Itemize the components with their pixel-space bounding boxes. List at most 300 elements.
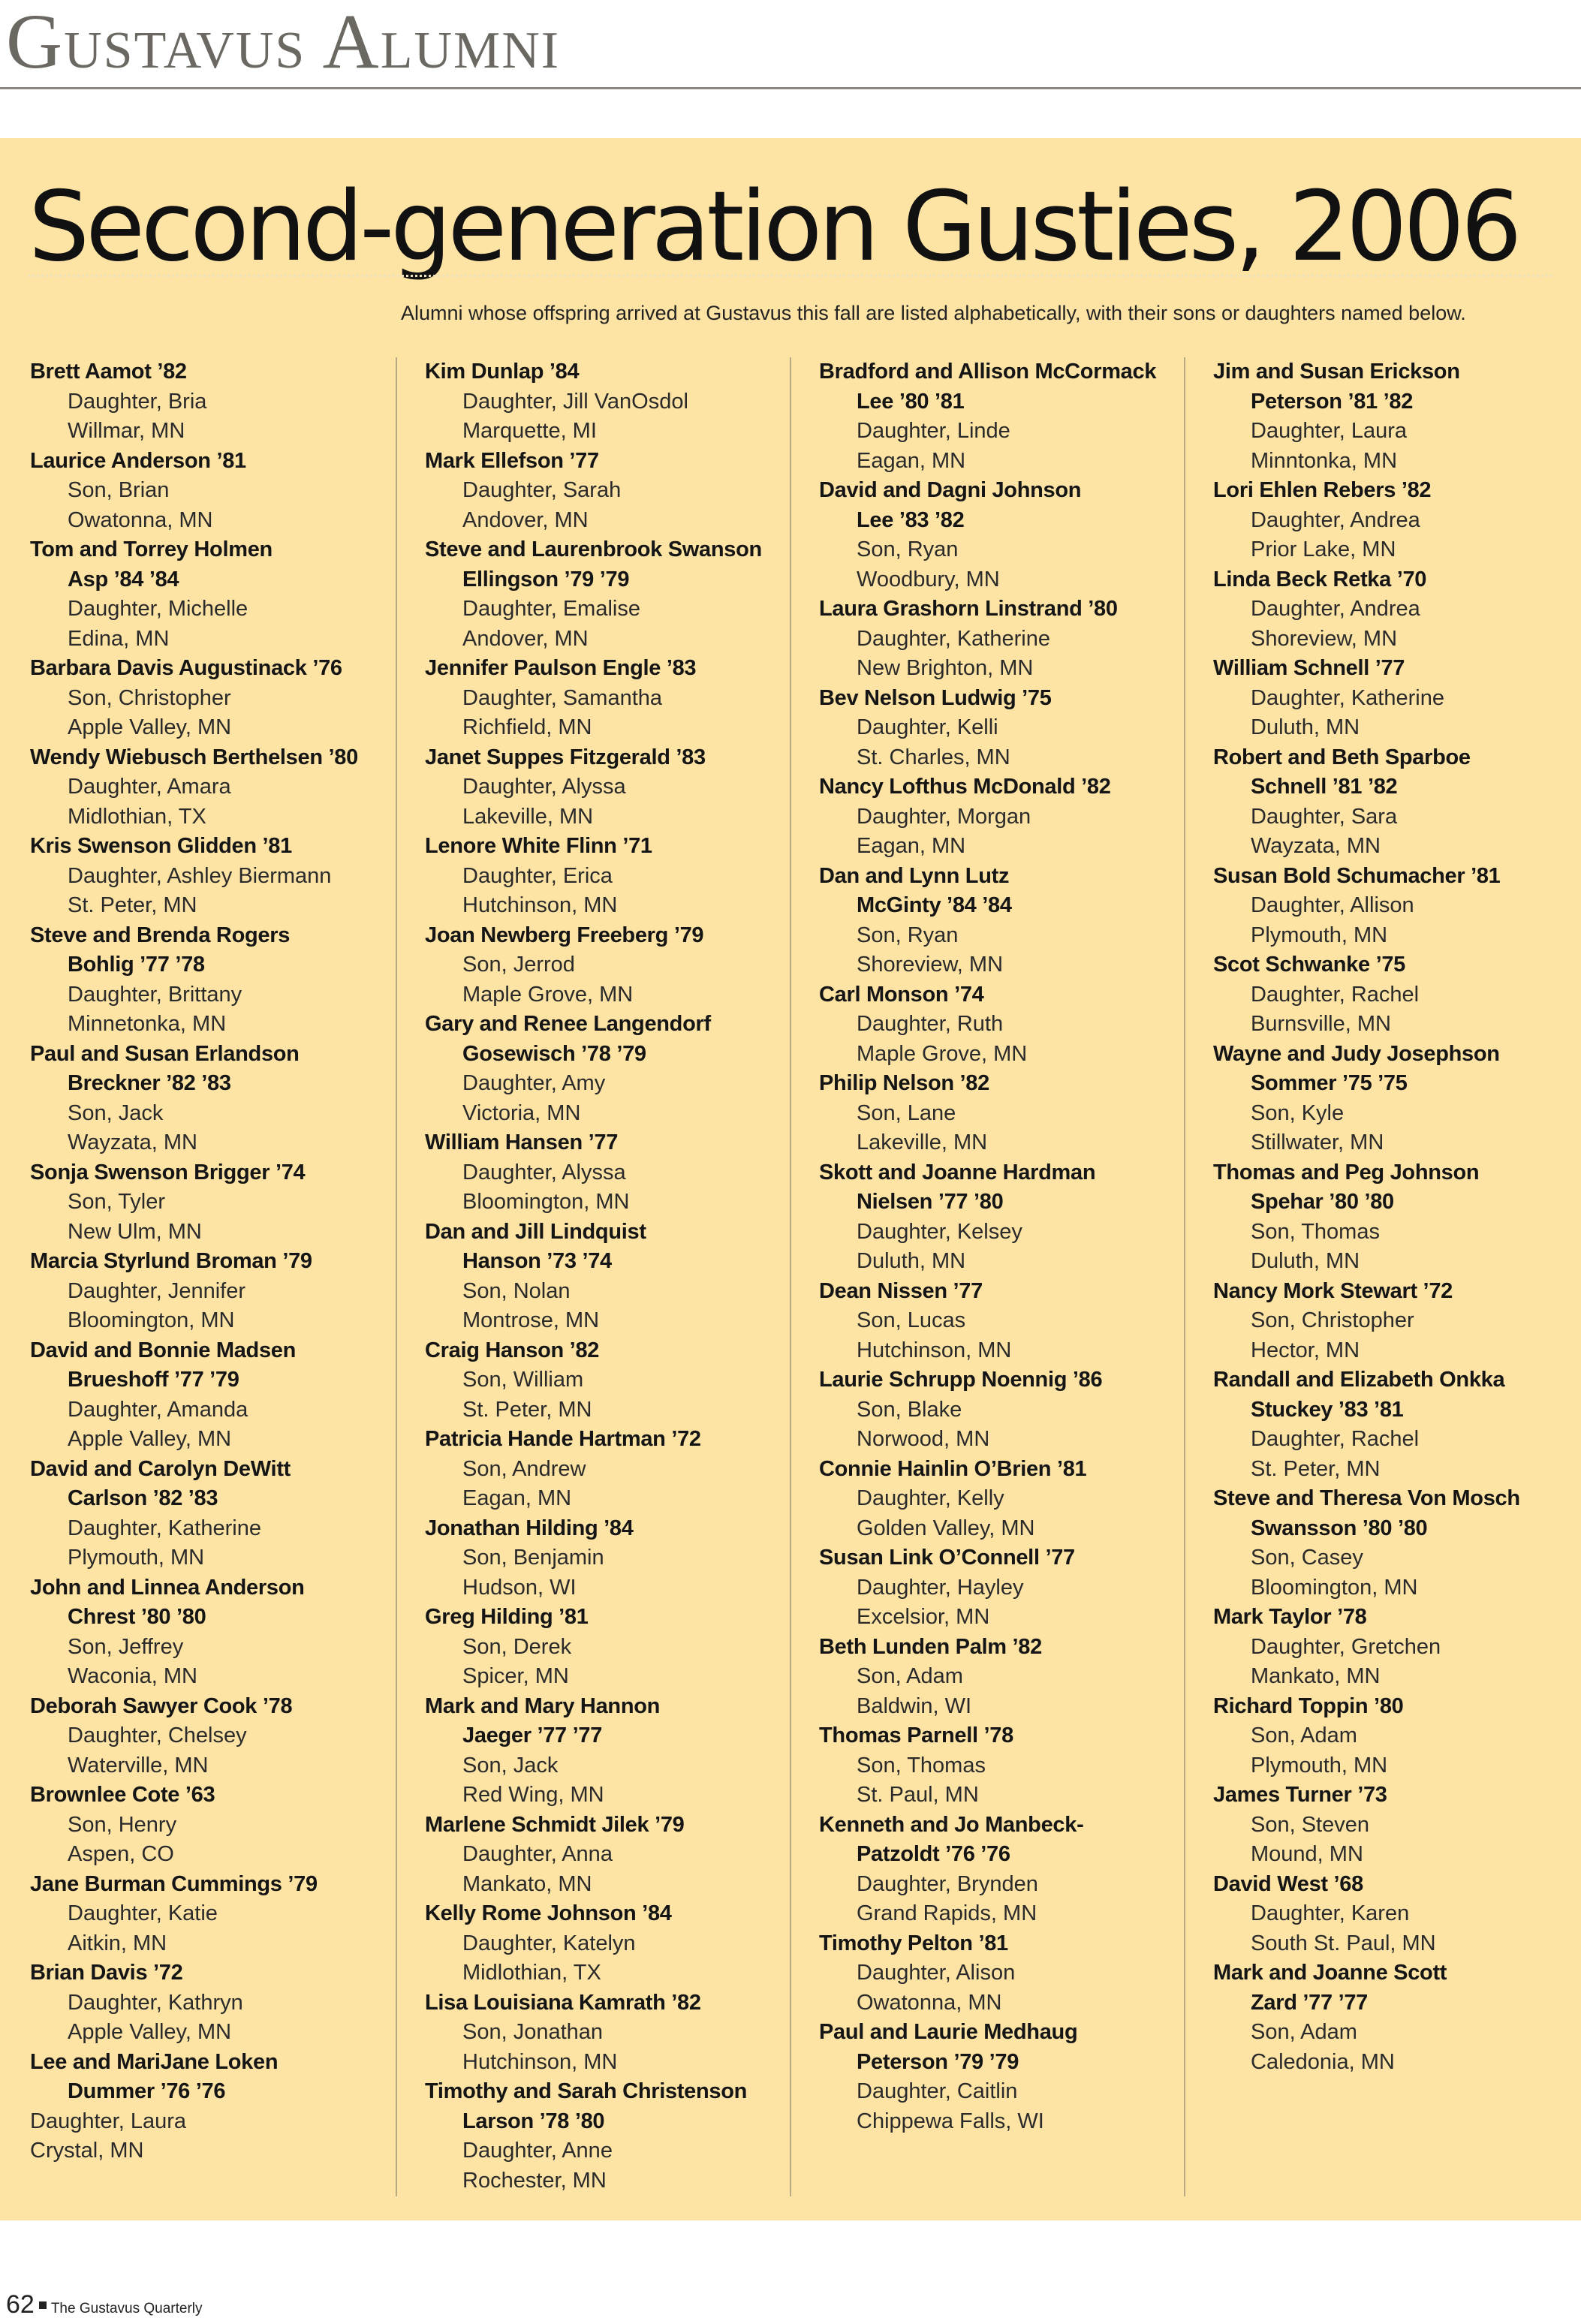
hometown: Plymouth, MN: [68, 1546, 205, 1570]
alumni-entry: [1213, 950, 1581, 1040]
offspring-name: Daughter, Caitlin: [857, 2079, 1018, 2103]
alumni-entry: [1213, 654, 1581, 743]
alumni-name: Joan Newberg Freeberg ’79: [425, 923, 704, 947]
alumni-entry: [819, 1929, 1191, 2018]
alumni-name: Sommer ’75 ’75: [1251, 1071, 1408, 1095]
hometown: Apple Valley, MN: [68, 2020, 232, 2044]
hometown: Victoria, MN: [462, 1100, 581, 1125]
alumni-name: James Turner ’73: [1213, 1783, 1387, 1807]
alumni-entry: [30, 921, 402, 1040]
alumni-name: Craig Hanson ’82: [425, 1338, 600, 1362]
alumni-entry: [1213, 357, 1581, 476]
alumni-name: Robert and Beth Sparboe: [1213, 745, 1471, 769]
alumni-name: Brett Aamot ’82: [30, 360, 187, 384]
alumni-entry: [425, 654, 797, 743]
alumni-entry: [425, 357, 797, 447]
alumni-entry: [819, 357, 1191, 476]
column-divider-2: [790, 357, 791, 2196]
offspring-name: Daughter, Brittany: [68, 982, 242, 1007]
offspring-name: Daughter, Linde: [857, 419, 1010, 443]
hometown: Shoreview, MN: [857, 953, 1004, 977]
offspring-name: Daughter, Sara: [1251, 804, 1398, 829]
alumni-entry: [819, 1633, 1191, 1722]
alumni-entry: [1213, 1958, 1581, 2077]
alumni-entry: [30, 1455, 402, 1573]
intro-text: Alumni whose offspring arrived at Gustavus this fall are listed alphabetically, with their sons or daughters named below.: [401, 302, 1466, 324]
alumni-entry: [1213, 1484, 1581, 1603]
alumni-entry: [30, 2048, 402, 2166]
alumni-name: Nancy Mork Stewart ’72: [1213, 1278, 1453, 1303]
alumni-name: Bohlig ’77 ’78: [68, 953, 205, 977]
alumni-entry: [30, 447, 402, 536]
hometown: Baldwin, WI: [857, 1693, 972, 1718]
alumni-name: Paul and Laurie Medhaug: [819, 2020, 1078, 2044]
offspring-name: Son, Adam: [857, 1664, 963, 1688]
alumni-entry: [30, 1040, 402, 1158]
alumni-entry: [425, 1336, 797, 1425]
offspring-name: Daughter, Kelsey: [857, 1219, 1022, 1244]
alumni-name: Bradford and Allison McCormack: [819, 360, 1157, 384]
alumni-name: Kim Dunlap ’84: [425, 360, 580, 384]
alumni-name: Janet Suppes Fitzgerald ’83: [425, 745, 706, 769]
hometown: Edina, MN: [68, 626, 170, 651]
alumni-name: Scot Schwanke ’75: [1213, 953, 1406, 977]
alumni-name: Nielsen ’77 ’80: [857, 1190, 1004, 1214]
hometown: Waterville, MN: [68, 1753, 209, 1778]
alumni-name: Timothy Pelton ’81: [819, 1931, 1008, 1955]
alumni-entry: [1213, 862, 1581, 951]
offspring-name: Daughter, Katherine: [68, 1516, 261, 1540]
hometown: Willmar, MN: [68, 419, 185, 443]
alumni-name: Lee ’83 ’82: [857, 507, 965, 532]
alumni-entry: [425, 1128, 797, 1218]
offspring-name: Daughter, Kelli: [857, 715, 998, 739]
hometown: Midlothian, TX: [462, 1961, 601, 1985]
alumni-name: Bev Nelson Ludwig ’75: [819, 685, 1052, 710]
column-1: [30, 357, 402, 2166]
alumni-name: Patricia Hande Hartman ’72: [425, 1427, 701, 1451]
alumni-name: Philip Nelson ’82: [819, 1071, 989, 1095]
offspring-name: Daughter, Amy: [462, 1071, 606, 1095]
alumni-entry: [30, 535, 402, 654]
alumni-name: Steve and Theresa Von Mosch: [1213, 1486, 1520, 1510]
alumni-entry: [425, 921, 797, 1010]
alumni-entry: [30, 1336, 402, 1455]
alumni-name: Connie Hainlin O’Brien ’81: [819, 1456, 1087, 1481]
hometown: Bloomington, MN: [462, 1190, 630, 1214]
offspring-name: Son, Nolan: [462, 1278, 571, 1303]
hometown: Aspen, CO: [68, 1842, 174, 1866]
alumni-name: Dan and Lynn Lutz: [819, 863, 1010, 888]
alumni-name: Nancy Lofthus McDonald ’82: [819, 775, 1111, 799]
column-4: [1213, 357, 1581, 2077]
offspring-name: Daughter, Kathryn: [68, 1990, 243, 2015]
hometown: Minntonka, MN: [1251, 448, 1398, 473]
alumni-entry: [30, 357, 402, 447]
hometown: Eagan, MN: [857, 448, 966, 473]
alumni-entry: [30, 743, 402, 832]
alumni-name: Dummer ’76 ’76: [68, 2079, 226, 2103]
offspring-name: Daughter, Andrea: [1251, 507, 1420, 532]
alumni-name: Chrest ’80 ’80: [68, 1605, 206, 1629]
offspring-name: Daughter, Erica: [462, 863, 613, 888]
alumni-entry: [425, 2077, 797, 2196]
alumni-entry: [819, 1158, 1191, 1277]
hometown: Eagan, MN: [462, 1486, 572, 1510]
hometown: St. Charles, MN: [857, 745, 1010, 769]
title-dotted-rule: [29, 275, 1552, 277]
alumni-entry: [30, 1870, 402, 1959]
hometown: Duluth, MN: [1251, 715, 1360, 739]
alumni-name: Marcia Styrlund Broman ’79: [30, 1249, 312, 1273]
offspring-name: Daughter, Sarah: [462, 478, 622, 502]
hometown: Red Wing, MN: [462, 1783, 604, 1807]
alumni-name: Breckner ’82 ’83: [68, 1071, 231, 1095]
offspring-name: Son, Ryan: [857, 923, 959, 947]
offspring-name: Son, Jeffrey: [68, 1634, 184, 1659]
alumni-name: Jaeger ’77 ’77: [462, 1723, 603, 1748]
alumni-entry: [1213, 1692, 1581, 1781]
alumni-name: Beth Lunden Palm ’82: [819, 1634, 1042, 1659]
hometown: Andover, MN: [462, 626, 589, 651]
hometown: Maple Grove, MN: [857, 1041, 1028, 1066]
alumni-name: Randall and Elizabeth Onkka: [1213, 1368, 1505, 1392]
alumni-name: Jim and Susan Erickson: [1213, 360, 1460, 384]
offspring-name: Daughter, Alison: [857, 1961, 1016, 1985]
hometown: Golden Valley, MN: [857, 1516, 1035, 1540]
alumni-name: Richard Toppin ’80: [1213, 1693, 1404, 1718]
offspring-name: Son, Steven: [1251, 1812, 1369, 1837]
offspring-name: Son, Tyler: [68, 1190, 166, 1214]
alumni-name: Timothy and Sarah Christenson: [425, 2079, 748, 2103]
hometown: St. Paul, MN: [857, 1783, 979, 1807]
alumni-entry: [1213, 476, 1581, 565]
alumni-entry: [1213, 1158, 1581, 1277]
alumni-name: Susan Link O’Connell ’77: [819, 1546, 1075, 1570]
hometown: Plymouth, MN: [1251, 923, 1388, 947]
alumni-name: Brownlee Cote ’63: [30, 1783, 215, 1807]
alumni-entry: [819, 684, 1191, 773]
publication-name: The Gustavus Quarterly: [50, 2301, 203, 2316]
alumni-entry: [30, 1247, 402, 1336]
alumni-name: Thomas and Peg Johnson: [1213, 1160, 1480, 1185]
offspring-name: Daughter, Allison: [1251, 893, 1414, 917]
offspring-name: Daughter, Katherine: [1251, 685, 1444, 710]
hometown: Rochester, MN: [462, 2168, 607, 2193]
column-2: [425, 357, 797, 2196]
alumni-name: Linda Beck Retka ’70: [1213, 567, 1427, 592]
hometown: Prior Lake, MN: [1251, 537, 1396, 561]
offspring-name: Daughter, Anne: [462, 2139, 613, 2163]
hometown: Mound, MN: [1251, 1842, 1363, 1866]
alumni-name: William Hansen ’77: [425, 1130, 619, 1154]
hometown: Lakeville, MN: [462, 804, 594, 829]
offspring-name: Son, Christopher: [68, 685, 231, 710]
alumni-name: David and Dagni Johnson: [819, 478, 1082, 502]
offspring-name: Son, Thomas: [1251, 1219, 1380, 1244]
alumni-name: Kelly Rome Johnson ’84: [425, 1901, 672, 1925]
offspring-name: Son, Christopher: [1251, 1308, 1414, 1332]
alumni-name: Tom and Torrey Holmen: [30, 537, 273, 561]
alumni-entry: [1213, 1603, 1581, 1692]
alumni-entry: [819, 1277, 1191, 1366]
alumni-name: Dan and Jill Lindquist: [425, 1219, 646, 1244]
offspring-name: Daughter, Amara: [68, 775, 231, 799]
offspring-name: Daughter, Rachel: [1251, 1427, 1420, 1451]
alumni-name: Peterson ’79 ’79: [857, 2049, 1019, 2074]
alumni-entry: [425, 1425, 797, 1514]
offspring-name: Son, Jack: [68, 1100, 164, 1125]
alumni-entry: [819, 1721, 1191, 1811]
offspring-name: Daughter, Anna: [462, 1842, 613, 1866]
offspring-name: Son, Jerrod: [462, 953, 575, 977]
offspring-name: Daughter, Rachel: [1251, 982, 1420, 1007]
alumni-entry: [425, 832, 797, 921]
page-footer: [6, 2289, 203, 2324]
offspring-name: Son, Benjamin: [462, 1546, 604, 1570]
alumni-name: Dean Nissen ’77: [819, 1278, 983, 1303]
hometown: Owatonna, MN: [68, 507, 213, 532]
offspring-name: Daughter, Alyssa: [462, 775, 626, 799]
alumni-name: Larson ’78 ’80: [462, 2109, 605, 2133]
offspring-name: Son, Andrew: [462, 1456, 586, 1481]
alumni-name: Deborah Sawyer Cook ’78: [30, 1693, 293, 1718]
hometown: Richfield, MN: [462, 715, 592, 739]
alumni-name: Barbara Davis Augustinack ’76: [30, 656, 342, 680]
alumni-entry: [819, 476, 1191, 595]
alumni-name: Spehar ’80 ’80: [1251, 1190, 1394, 1214]
offspring-name: Daughter, Katie: [68, 1901, 218, 1925]
offspring-name: Daughter, Karen: [1251, 1901, 1410, 1925]
hometown: Lakeville, MN: [857, 1130, 988, 1154]
alumni-name: Stuckey ’83 ’81: [1251, 1397, 1404, 1422]
offspring-name: Son, Kyle: [1251, 1100, 1345, 1125]
alumni-entry: [819, 1455, 1191, 1544]
hometown: Bloomington, MN: [1251, 1575, 1418, 1600]
hometown: Owatonna, MN: [857, 1990, 1002, 2015]
alumni-name: Mark and Joanne Scott: [1213, 1961, 1447, 1985]
alumni-name: Schnell ’81 ’82: [1251, 775, 1398, 799]
hometown: Duluth, MN: [857, 1249, 966, 1273]
hometown: New Brighton, MN: [857, 656, 1034, 680]
offspring-name: Son, Lucas: [857, 1308, 966, 1332]
alumni-entry: [30, 1958, 402, 2048]
hometown: Hutchinson, MN: [462, 893, 618, 917]
alumni-name: Jennifer Paulson Engle ’83: [425, 656, 697, 680]
alumni-name: Jane Burman Cummings ’79: [30, 1871, 318, 1896]
alumni-entry: [30, 1692, 402, 1781]
offspring-name: Daughter, Bria: [68, 389, 207, 414]
hometown: Woodbury, MN: [857, 567, 1000, 592]
alumni-name: Kris Swenson Glidden ’81: [30, 834, 292, 858]
alumni-entry: [1213, 1365, 1581, 1484]
alumni-entry: [1213, 1040, 1581, 1158]
offspring-name: Son, Casey: [1251, 1546, 1363, 1570]
alumni-name: Susan Bold Schumacher ’81: [1213, 863, 1501, 888]
hometown: Crystal, MN: [30, 2139, 144, 2163]
alumni-name: Laura Grashorn Linstrand ’80: [819, 597, 1118, 621]
masthead-title: GUSTAVUS ALUMNI: [6, 0, 561, 85]
offspring-name: Daughter, Katelyn: [462, 1931, 636, 1955]
alumni-entry: [425, 743, 797, 832]
alumni-entry: [30, 1573, 402, 1692]
alumni-name: William Schnell ’77: [1213, 656, 1405, 680]
alumni-entry: [425, 447, 797, 536]
alumni-name: McGinty ’84 ’84: [857, 893, 1012, 917]
alumni-name: Lee ’80 ’81: [857, 389, 965, 414]
alumni-name: John and Linnea Anderson: [30, 1575, 305, 1600]
alumni-name: Wayne and Judy Josephson: [1213, 1041, 1500, 1066]
hometown: Apple Valley, MN: [68, 1427, 232, 1451]
hometown: Burnsville, MN: [1251, 1012, 1391, 1036]
alumni-name: Laurie Schrupp Noennig ’86: [819, 1368, 1103, 1392]
offspring-name: Son, Henry: [68, 1812, 177, 1837]
offspring-name: Son, Blake: [857, 1397, 962, 1422]
alumni-entry: [1213, 743, 1581, 862]
alumni-entry: [1213, 1781, 1581, 1870]
offspring-name: Son, Ryan: [857, 537, 959, 561]
alumni-name: Thomas Parnell ’78: [819, 1723, 1013, 1748]
alumni-name: Lisa Louisiana Kamrath ’82: [425, 1990, 701, 2015]
alumni-name: Mark Taylor ’78: [1213, 1605, 1367, 1629]
bullet-square-icon: [39, 2301, 47, 2309]
offspring-name: Daughter, Chelsey: [68, 1723, 247, 1748]
offspring-name: Son, Adam: [1251, 1723, 1357, 1748]
alumni-name: Gosewisch ’78 ’79: [462, 1041, 646, 1066]
alumni-name: Lee and MariJane Loken: [30, 2049, 279, 2074]
page-title: Second-generation Gusties, 2006: [29, 171, 1519, 283]
alumni-name: David and Carolyn DeWitt: [30, 1456, 291, 1481]
alumni-entry: [30, 832, 402, 921]
alumni-entry: [819, 2018, 1191, 2136]
alumni-entry: [819, 862, 1191, 980]
alumni-name: Greg Hilding ’81: [425, 1605, 589, 1629]
alumni-name: Carlson ’82 ’83: [68, 1486, 218, 1510]
offspring-name: Daughter, Ruth: [857, 1012, 1004, 1036]
alumni-name: Peterson ’81 ’82: [1251, 389, 1414, 414]
alumni-entry: [819, 1811, 1191, 1929]
hometown: Hudson, WI: [462, 1575, 577, 1600]
offspring-name: Daughter, Jennifer: [68, 1278, 245, 1303]
hometown: Mankato, MN: [1251, 1664, 1381, 1688]
masthead-rule: [0, 87, 1581, 89]
offspring-name: Daughter, Morgan: [857, 804, 1031, 829]
offspring-name: Daughter, Amanda: [68, 1397, 248, 1422]
alumni-name: Paul and Susan Erlandson: [30, 1041, 300, 1066]
alumni-entry: [30, 654, 402, 743]
alumni-entry: [425, 1514, 797, 1603]
hometown: St. Peter, MN: [68, 893, 197, 917]
hometown: Waconia, MN: [68, 1664, 197, 1688]
offspring-name: Son, Lane: [857, 1100, 956, 1125]
alumni-name: Laurice Anderson ’81: [30, 448, 246, 473]
hometown: St. Peter, MN: [1251, 1456, 1381, 1481]
offspring-name: Son, Adam: [1251, 2020, 1357, 2044]
hometown: South St. Paul, MN: [1251, 1931, 1436, 1955]
alumni-entry: [819, 980, 1191, 1070]
alumni-entry: [425, 535, 797, 654]
hometown: Midlothian, TX: [68, 804, 206, 829]
alumni-name: Brueshoff ’77 ’79: [68, 1368, 239, 1392]
hometown: Caledonia, MN: [1251, 2049, 1395, 2074]
alumni-name: David West ’68: [1213, 1871, 1363, 1896]
alumni-entry: [819, 1069, 1191, 1158]
alumni-entry: [819, 595, 1191, 684]
alumni-entry: [425, 1218, 797, 1336]
alumni-name: Brian Davis ’72: [30, 1961, 183, 1985]
offspring-name: Daughter, Michelle: [68, 597, 248, 621]
offspring-name: Daughter, Hayley: [857, 1575, 1024, 1600]
offspring-name: Daughter, Emalise: [462, 597, 640, 621]
hometown: New Ulm, MN: [68, 1219, 202, 1244]
hometown: Marquette, MI: [462, 419, 597, 443]
alumni-name: Mark Ellefson ’77: [425, 448, 599, 473]
alumni-entry: [425, 1010, 797, 1128]
alumni-entry: [425, 1899, 797, 1988]
hometown: Norwood, MN: [857, 1427, 990, 1451]
alumni-name: Mark and Mary Hannon: [425, 1693, 661, 1718]
offspring-name: Daughter, Gretchen: [1251, 1634, 1441, 1659]
hometown: Eagan, MN: [857, 834, 966, 858]
hometown: Wayzata, MN: [1251, 834, 1381, 858]
column-divider-3: [1184, 357, 1185, 2196]
hometown: Maple Grove, MN: [462, 982, 634, 1007]
alumni-name: Asp ’84 ’84: [68, 567, 179, 592]
hometown: Andover, MN: [462, 507, 589, 532]
alumni-name: Jonathan Hilding ’84: [425, 1516, 634, 1540]
alumni-entry: [1213, 1277, 1581, 1366]
hometown: Mankato, MN: [462, 1871, 592, 1896]
hometown: Shoreview, MN: [1251, 626, 1398, 651]
alumni-entry: [425, 1988, 797, 2078]
alumni-name: Hanson ’73 ’74: [462, 1249, 612, 1273]
hometown: Minnetonka, MN: [68, 1012, 227, 1036]
alumni-name: Carl Monson ’74: [819, 982, 984, 1007]
offspring-name: Son, William: [462, 1368, 584, 1392]
hometown: Aitkin, MN: [68, 1931, 167, 1955]
alumni-name: Zard ’77 ’77: [1251, 1990, 1368, 2015]
alumni-name: David and Bonnie Madsen: [30, 1338, 297, 1362]
column-3: [819, 357, 1191, 2136]
hometown: Wayzata, MN: [68, 1130, 197, 1154]
hometown: Excelsior, MN: [857, 1605, 990, 1629]
alumni-name: Patzoldt ’76 ’76: [857, 1842, 1010, 1866]
offspring-name: Son, Derek: [462, 1634, 572, 1659]
hometown: Hector, MN: [1251, 1338, 1360, 1362]
hometown: Spicer, MN: [462, 1664, 569, 1688]
hometown: Grand Rapids, MN: [857, 1901, 1037, 1925]
alumni-entry: [425, 1692, 797, 1811]
offspring-name: Son, Brian: [68, 478, 170, 502]
hometown: Bloomington, MN: [68, 1308, 235, 1332]
alumni-entry: [425, 1811, 797, 1900]
offspring-name: Daughter, Jill VanOsdol: [462, 389, 688, 414]
alumni-entry: [819, 1365, 1191, 1455]
hometown: Hutchinson, MN: [857, 1338, 1012, 1362]
alumni-name: Skott and Joanne Hardman: [819, 1160, 1096, 1185]
offspring-name: Daughter, Laura: [1251, 419, 1407, 443]
alumni-name: Lenore White Flinn ’71: [425, 834, 652, 858]
alumni-name: Swansson ’80 ’80: [1251, 1516, 1428, 1540]
offspring-name: Daughter, Kelly: [857, 1486, 1004, 1510]
column-divider-1: [396, 357, 397, 2196]
alumni-entry: [30, 1158, 402, 1248]
hometown: St. Peter, MN: [462, 1397, 592, 1422]
alumni-entry: [819, 772, 1191, 862]
offspring-name: Son, Jack: [462, 1753, 559, 1778]
alumni-name: Lori Ehlen Rebers ’82: [1213, 478, 1432, 502]
alumni-name: Kenneth and Jo Manbeck-: [819, 1812, 1084, 1837]
